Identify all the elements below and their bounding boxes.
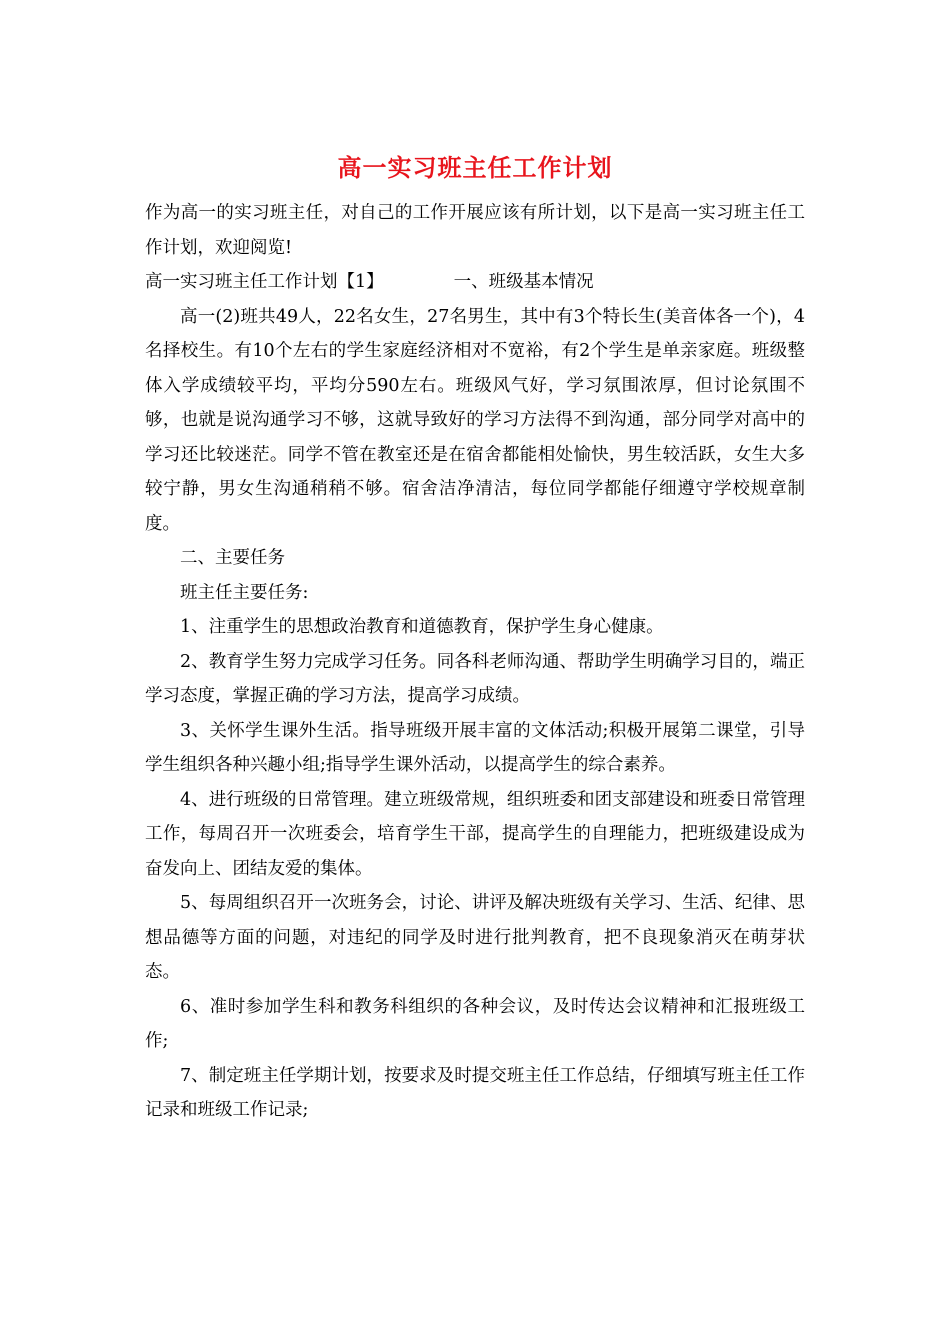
document-title: 高一实习班主任工作计划	[337, 153, 613, 182]
section-heading-1: 一、班级基本情况	[453, 272, 594, 292]
paragraph-task-6: 6、准时参加学生科和教务科组织的各种会议，及时传达会议精神和汇报班级工作;	[145, 996, 805, 1051]
document-body	[145, 196, 805, 1128]
paragraph-task-5: 5、每周组织召开一次班务会，讨论、讲评及解决班级有关学习、生活、纪律、思想品德等方面的问题，对违纪的同学及时进行批判教育，把不良现象消灭在萌芽状态。	[145, 893, 805, 982]
paragraph-task-7: 7、制定班主任学期计划，按要求及时提交班主任工作总结，仔细填写班主任工作记录和班级工作记录;	[145, 1065, 805, 1120]
paragraph-task-intro: 班主任主要任务:	[180, 582, 309, 603]
intro-paragraph: 作为高一的实习班主任，对自己的工作开展应该有所计划，以下是高一实习班主任工作计划，欢迎阅览!	[145, 203, 805, 258]
plan-subtitle: 高一实习班主任工作计划【1】	[145, 272, 384, 292]
paragraph-task-1: 1、注重学生的思想政治教育和道德教育，保护学生身心健康。	[180, 617, 664, 637]
section-heading-2: 二、主要任务	[180, 548, 285, 568]
paragraph-task-2: 2、教育学生努力完成学习任务。同各科老师沟通、帮助学生明确学习目的，端正学习态度，掌握正确的学习方法，提高学习成绩。	[145, 651, 805, 706]
paragraph-class-info: 高一(2)班共49人，22名女生，27名男生，其中有3个特长生(美音体各一个)，4名择校生。有10个左右的学生家庭经济相对不宽裕，有2个学生是单亲家庭。班级整体入学成绩较平均，平均分590左右。班级风气好，学习氛围浓厚，但讨论氛围不够，也就是说沟通学习不够，这就导致好的学习方法得不到沟通，部分同学对高中的学习还比较迷茫。同学不管在教室还是在宿舍都能相处愉快，男生较活跃，女生大多较宁静，男女生沟通稍稍不够。宿舍洁净清洁，每位同学都能仔细遵守学校规章制度。	[145, 306, 805, 534]
subtitle-line	[145, 265, 805, 300]
paragraph-task-3: 3、关怀学生课外生活。指导班级开展丰富的文体活动;积极开展第二课堂，引导学生组织各种兴趣小组;指导学生课外活动，以提高学生的综合素养。	[145, 720, 805, 775]
paragraph-task-4: 4、进行班级的日常管理。建立班级常规，组织班委和团支部建设和班委日常管理工作，每周召开一次班委会，培育学生干部，提高学生的自理能力，把班级建设成为奋发向上、团结友爱的集体。	[145, 789, 805, 879]
